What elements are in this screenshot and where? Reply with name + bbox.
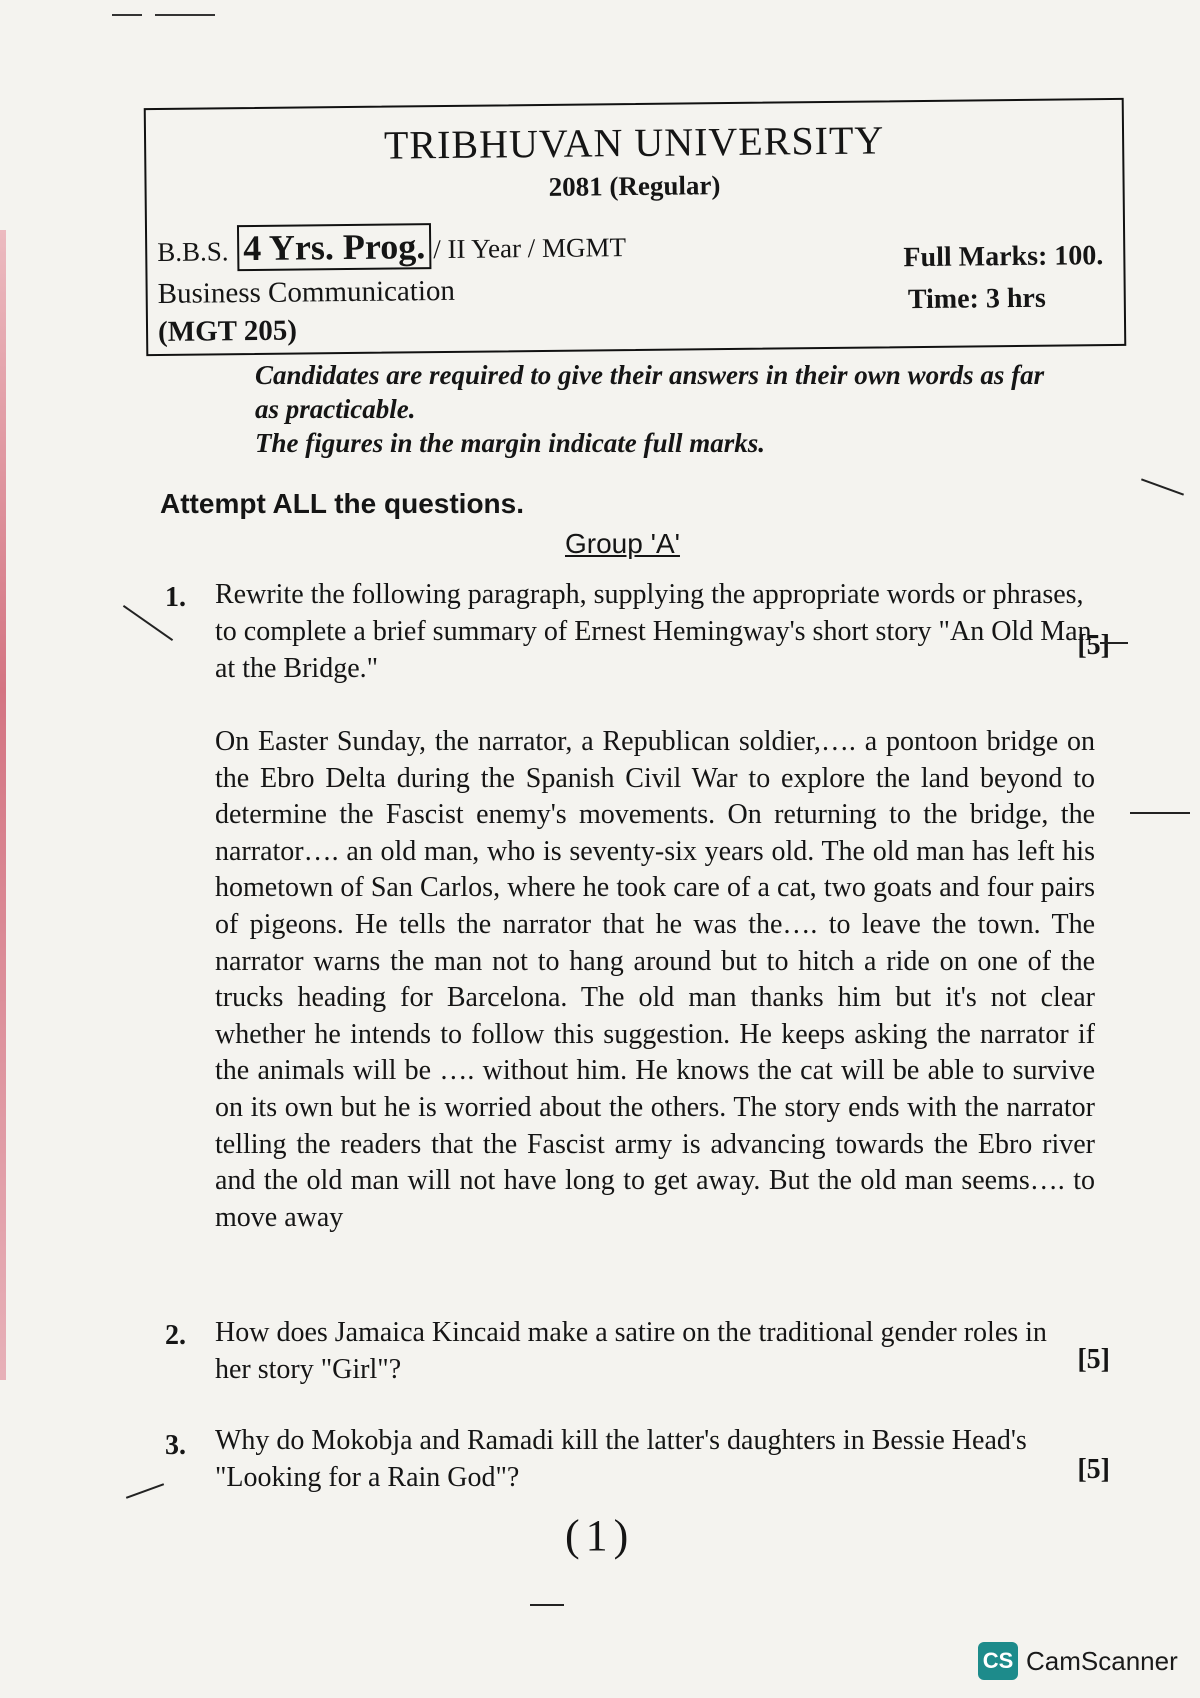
pen-tick-mark	[1100, 642, 1128, 644]
question-marks: [5]	[1077, 630, 1110, 661]
question-number: 1.	[165, 582, 186, 613]
exam-year: 2081 (Regular)	[548, 170, 721, 202]
pen-tick-mark	[1130, 812, 1190, 814]
instruction-line: The figures in the margin indicate full marks.	[255, 428, 766, 458]
question-text: Rewrite the following paragraph, supplying the appropriate words or phrases, to complete a brief summary of Ernest Hemingway's short story "An Old Man at the Bridge."	[215, 579, 1092, 684]
question-text: Why do Mokobja and Ramadi kill the latter's daughters in Bessie Head's "Looking for a Rain God"?	[215, 1425, 1027, 1493]
scan-edge-mark	[0, 230, 6, 1380]
course-code: (MGT 205)	[157, 314, 298, 348]
question-marks: [5]	[1077, 1344, 1110, 1375]
instruction-line: as practicable.	[255, 394, 416, 424]
question-marks: [5]	[1077, 1454, 1110, 1485]
scan-mark	[530, 1604, 564, 1606]
pen-tick-mark	[1141, 478, 1184, 495]
full-marks: Full Marks: 100.	[903, 240, 1104, 274]
program-prefix: B.B.S.	[157, 236, 229, 268]
camscanner-watermark: CamScanner	[1026, 1646, 1178, 1676]
scan-mark	[155, 14, 215, 16]
instruction-line: Candidates are required to give their answers in their own words as far	[255, 360, 1045, 390]
attempt-instruction: Attempt ALL the questions.	[160, 488, 524, 519]
question-number: 3.	[165, 1430, 186, 1461]
subject-name: Business Communication	[157, 274, 456, 311]
exam-time: Time: 3 hrs	[907, 282, 1046, 316]
pen-tick-mark	[126, 1483, 164, 1499]
page-number: (1)	[565, 1511, 635, 1560]
university-name: TRIBHUVAN UNIVERSITY	[383, 117, 885, 168]
program-boxed: 4 Yrs. Prog.	[237, 223, 431, 271]
program-suffix: / II Year / MGMT	[433, 232, 627, 265]
camscanner-logo-icon: CS	[978, 1642, 1018, 1680]
summary-paragraph: On Easter Sunday, the narrator, a Republican soldier,…. a pontoon bridge on the Ebro Delta during the Spanish Civil War to explore the land beyond to determine the Fascist enemy's movements. On returning to the bridge, the narrator…. an old man, who is seventy-six years old. The old man has left his hometown of San Carlos, where he took care of a cat, two goats and four pairs of pigeons. He tells the narrator that he was the…. to leave the town. The narrator warns the man not to hang around but to hitch a ride on one of the trucks heading for Barcelona. The old man thanks him but it's not clear whether he intends to follow this suggestion. He keeps asking the narrator if the animals will be …. without him. He knows the cat will be able to survive on its own but he is worried about the others. The story ends with the narrator telling the readers that the Fascist army is advancing towards the Ebro river and the old man will not have long to get away. But the old man seems…. to move away	[215, 726, 1095, 1233]
question-text: How does Jamaica Kincaid make a satire on the traditional gender roles in her story "Girl"?	[215, 1317, 1047, 1385]
exam-header-box	[144, 98, 1127, 356]
program-line	[157, 221, 626, 272]
group-heading: Group 'A'	[565, 528, 680, 559]
scan-mark	[112, 14, 142, 16]
question-number: 2.	[165, 1320, 186, 1351]
